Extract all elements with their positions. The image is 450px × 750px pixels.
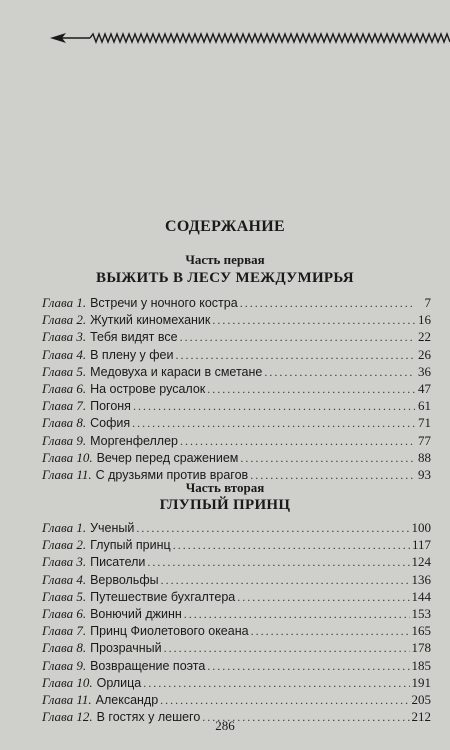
chapter-page: 36 — [418, 363, 431, 379]
chapter-label: Глава 4. — [42, 571, 87, 587]
leader-dots — [147, 555, 409, 570]
chapter-label: Глава 12. — [42, 709, 93, 725]
chapter-label: Глава 8. — [42, 415, 87, 431]
chapter-title: Принц Фиолетового океана — [90, 624, 249, 639]
chapter-label: Глава 9. — [42, 657, 87, 673]
chapter-page: 191 — [411, 674, 431, 690]
toc-entry — [42, 554, 431, 571]
chapter-title: Встречи у ночного костра — [90, 296, 238, 310]
chapter-page: 205 — [411, 691, 431, 707]
chapter-title: Погоня — [90, 399, 131, 414]
chapter-title: Орлица — [96, 675, 142, 690]
leader-dots — [207, 659, 409, 674]
chapter-label: Глава 2. — [42, 537, 87, 553]
chapter-title: Вервольфы — [90, 572, 159, 587]
toc-entry — [42, 572, 431, 589]
chapter-title: С друзьями против врагов — [95, 467, 249, 482]
leader-dots — [161, 573, 410, 588]
chapter-title: Моргенфеллер — [90, 433, 179, 448]
chapter-label: Глава 2. — [42, 312, 87, 328]
chapter-title: В плену у феи — [90, 347, 174, 362]
leader-dots — [173, 538, 410, 553]
toc-entry — [42, 364, 431, 381]
chapter-label: Глава 4. — [42, 346, 87, 362]
toc-entry — [42, 415, 431, 432]
part1-chapter-list — [42, 295, 431, 484]
chapter-page: 26 — [418, 346, 431, 362]
leader-dots — [132, 416, 415, 431]
chapter-page: 16 — [418, 312, 431, 328]
chapter-page: 22 — [418, 329, 431, 345]
chapter-title: Тебя видят все — [90, 330, 178, 345]
chapter-page: 178 — [411, 640, 431, 656]
leader-dots — [240, 296, 415, 311]
toc-entry — [42, 606, 431, 623]
chapter-title: София — [90, 416, 131, 431]
toc-entry — [42, 433, 431, 450]
leader-dots — [133, 399, 415, 414]
chapter-page: 61 — [418, 398, 431, 414]
toc-entry — [42, 623, 431, 640]
chapter-title: Писатели — [90, 555, 146, 570]
part1-label: Часть первая — [185, 252, 265, 267]
chapter-page: 93 — [418, 466, 431, 482]
toc-entry — [42, 537, 431, 554]
part2-label: Часть вторая — [185, 480, 265, 495]
leader-dots — [251, 624, 410, 639]
chapter-title: Глупый принц — [90, 538, 171, 553]
part2-title: ГЛУПЫЙ ПРИНЦ — [159, 497, 291, 513]
chapter-title: Медовуха и караси в сметане — [90, 364, 263, 379]
chapter-label: Глава 7. — [42, 623, 87, 639]
chapter-page: 144 — [411, 588, 431, 604]
chapter-page: 47 — [418, 380, 431, 396]
chapter-page: 212 — [411, 709, 431, 725]
chapter-page: 124 — [411, 554, 431, 570]
chapter-label: Глава 3. — [42, 329, 87, 345]
toc-entry — [42, 381, 431, 398]
chapter-page: 153 — [411, 605, 431, 621]
chapter-label: Глава 7. — [42, 398, 87, 414]
chapter-page: 165 — [411, 623, 431, 639]
chapter-page: 7 — [424, 295, 431, 310]
chapter-label: Глава 1. — [42, 295, 87, 310]
leader-dots — [207, 382, 415, 397]
chapter-label: Глава 10. — [42, 449, 93, 465]
chapter-title: Ученый — [90, 521, 135, 535]
page-number: 286 — [215, 718, 235, 733]
chapter-label: Глава 3. — [42, 554, 87, 570]
leader-dots — [143, 676, 409, 691]
chapter-page: 117 — [411, 537, 431, 553]
toc-entry — [42, 692, 431, 709]
chapter-page: 71 — [418, 415, 431, 431]
chapter-label: Глава 5. — [42, 363, 87, 379]
chapter-label: Глава 11. — [42, 466, 92, 482]
leader-dots — [184, 607, 410, 622]
arrow-ornament-icon — [50, 30, 450, 46]
part1-title: ВЫЖИТЬ В ЛЕСУ МЕЖДУМИРЬЯ — [96, 270, 354, 286]
chapter-label: Глава 9. — [42, 432, 87, 448]
chapter-page: 136 — [411, 571, 431, 587]
leader-dots — [164, 641, 410, 656]
toc-entry — [42, 520, 431, 537]
chapter-title: Прозрачный — [90, 641, 162, 656]
chapter-title: В гостях у лешего — [96, 710, 201, 725]
chapter-label: Глава 11. — [42, 691, 92, 707]
leader-dots — [160, 693, 409, 708]
toc-title: СОДЕРЖАНИЕ — [164, 218, 286, 235]
chapter-label: Глава 1. — [42, 520, 87, 535]
chapter-page: 77 — [418, 432, 431, 448]
chapter-label: Глава 6. — [42, 605, 87, 621]
toc-entry — [42, 675, 431, 692]
toc-entry — [42, 658, 431, 675]
chapter-title: Жуткий киномеханик — [90, 313, 211, 328]
chapter-page: 100 — [411, 520, 431, 535]
toc-entry — [42, 347, 431, 364]
leader-dots — [176, 348, 416, 363]
leader-dots — [264, 365, 415, 380]
toc-entry — [42, 312, 431, 329]
chapter-page: 88 — [418, 449, 431, 465]
chapter-label: Глава 10. — [42, 674, 93, 690]
chapter-title: Вонючий джинн — [90, 606, 182, 621]
leader-dots — [237, 590, 409, 605]
chapter-title: На острове русалок — [90, 381, 206, 396]
toc-entry — [42, 295, 431, 312]
toc-entry — [42, 329, 431, 346]
toc-entry — [42, 640, 431, 657]
chapter-title: Путешествие бухгалтера — [90, 589, 236, 604]
leader-dots — [212, 313, 415, 328]
leader-dots — [240, 451, 415, 466]
leader-dots — [136, 521, 409, 536]
chapter-page: 185 — [411, 657, 431, 673]
chapter-title: Александр — [95, 692, 159, 707]
leader-dots — [180, 434, 415, 449]
toc-entry — [42, 450, 431, 467]
toc-entry — [42, 589, 431, 606]
chapter-title: Возвращение поэта — [90, 658, 206, 673]
part2-chapter-list — [42, 520, 431, 726]
leader-dots — [180, 330, 415, 345]
toc-entry — [42, 398, 431, 415]
chapter-label: Глава 8. — [42, 640, 87, 656]
chapter-label: Глава 6. — [42, 380, 87, 396]
chapter-label: Глава 5. — [42, 588, 87, 604]
chapter-title: Вечер перед сражением — [96, 450, 239, 465]
